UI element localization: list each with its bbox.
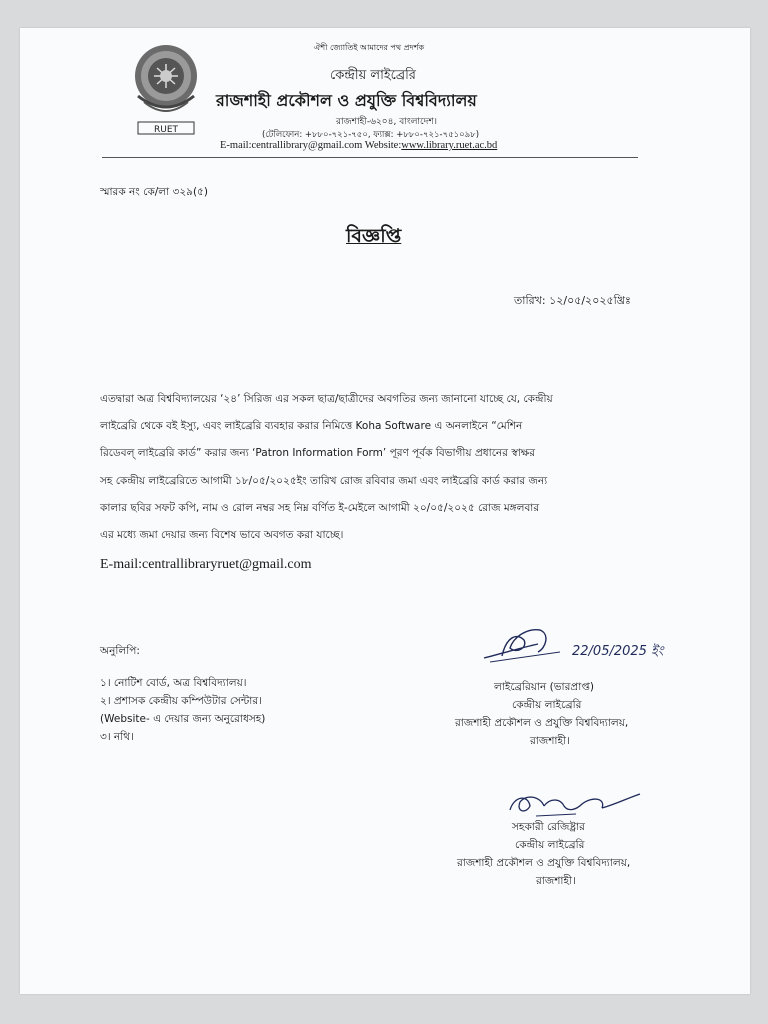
body-line: সহ কেন্দ্রীয় লাইব্রেরিতে আগামী ১৮/০৫/২০২৫ইং তারিখ রোজ রবিবার জমা এবং লাইব্রেরি কার্ড করার জন্য <box>100 475 548 487</box>
contact-email: E-mail:centrallibraryruet@gmail.com <box>100 557 312 572</box>
website-link[interactable]: www.library.ruet.ac.bd <box>401 140 498 151</box>
body-line: লাইব্রেরি থেকে বই ইস্যু, এবং লাইব্রেরি ব্যবহার করার নিমিত্তে Koha Software এ অনলাইনে “মেশিন <box>100 420 523 432</box>
signer-university: রাজশাহী প্রকৌশল ও প্রযুক্তি বিশ্ববিদ্যালয়, <box>455 717 629 729</box>
notice-date: তারিখ: ১২/০৫/২০২৫খ্রিঃ <box>514 294 631 307</box>
ruet-logo <box>130 44 202 136</box>
cc-item: (Website- এ দেয়ার জন্য অনুরোধসহ) <box>100 713 266 725</box>
body-line: এর মধ্যে জমা দেয়ার জন্য বিশেষ ভাবে অবগত করা যাচ্ছে। <box>100 529 344 541</box>
signature-date: 22/05/2025 ইং <box>572 644 664 659</box>
contact-line <box>220 140 497 151</box>
librarian-signature <box>480 618 580 668</box>
notice-heading: বিজ্ঞপ্তি <box>346 225 402 247</box>
header-divider <box>102 157 638 158</box>
body-line: রিডেবল্ লাইব্রেরি কার্ড” করার জন্য ‘Patron Information Form’ পূরণ পূর্বক বিভাগীয় প্রধানের স্বাক্ষর <box>100 447 536 459</box>
signer-title: সহকারী রেজিষ্ট্রার <box>512 821 585 833</box>
library-name: কেন্দ্রীয় লাইব্রেরি <box>330 68 416 83</box>
signer-university: রাজশাহী প্রকৌশল ও প্রযুক্তি বিশ্ববিদ্যালয়, <box>457 857 631 869</box>
body-line: কালার ছবির সফট কপি, নাম ও রোল নম্বর সহ নিম্ন বর্ণিত ই-মেইলে আগামী ২০/০৫/২০২৫ রোজ মঙ্গলবার <box>100 502 540 514</box>
logo-text: RUET <box>153 125 179 135</box>
signer-city: রাজশাহী। <box>530 735 570 747</box>
cc-item: ২। প্রশাসক কেন্দ্রীয় কম্পিউটার সেন্টার। <box>100 695 262 707</box>
university-name: রাজশাহী প্রকৌশল ও প্রযুক্তি বিশ্ববিদ্যালয় <box>216 91 477 110</box>
cc-item: ৩। নথি। <box>100 731 134 743</box>
signer-office: কেন্দ্রীয় লাইব্রেরি <box>512 699 582 711</box>
signer-title: লাইব্রেরিয়ান (ভারপ্রাপ্ত) <box>494 681 594 693</box>
memo-number: স্মারক নং কে/লা ৩২৯(৫) <box>100 186 208 198</box>
signer-city: রাজশাহী। <box>536 875 576 887</box>
cc-item: ১। নোটিশ বোর্ড, অত্র বিশ্ববিদ্যালয়। <box>100 677 247 689</box>
registrar-signature <box>506 784 646 824</box>
phone-fax: (টেলিফোন: +৮৮০-৭২১-৭৫০, ফ্যাক্স: +৮৮০-৭২১-৭৫১০৯৮) <box>262 130 480 140</box>
body-line: এতদ্বারা অত্র বিশ্ববিদ্যালয়ের ‘২৪’ সিরিজ এর সকল ছাত্র/ছাত্রীদের অবগতির জন্য জানানো যাচ্ছে যে, কেন্দ্রীয় <box>100 393 553 405</box>
email-website-label: E-mail:centrallibrary@gmail.com Website: <box>220 140 402 151</box>
signer-office: কেন্দ্রীয় লাইব্রেরি <box>515 839 585 851</box>
cc-title: অনুলিপি: <box>100 645 140 657</box>
motto: ঐশী জ্যোতিই আমাদের পথ প্রদর্শক <box>314 43 425 52</box>
address: রাজশাহী-৬২০৪, বাংলাদেশ। <box>336 117 437 127</box>
